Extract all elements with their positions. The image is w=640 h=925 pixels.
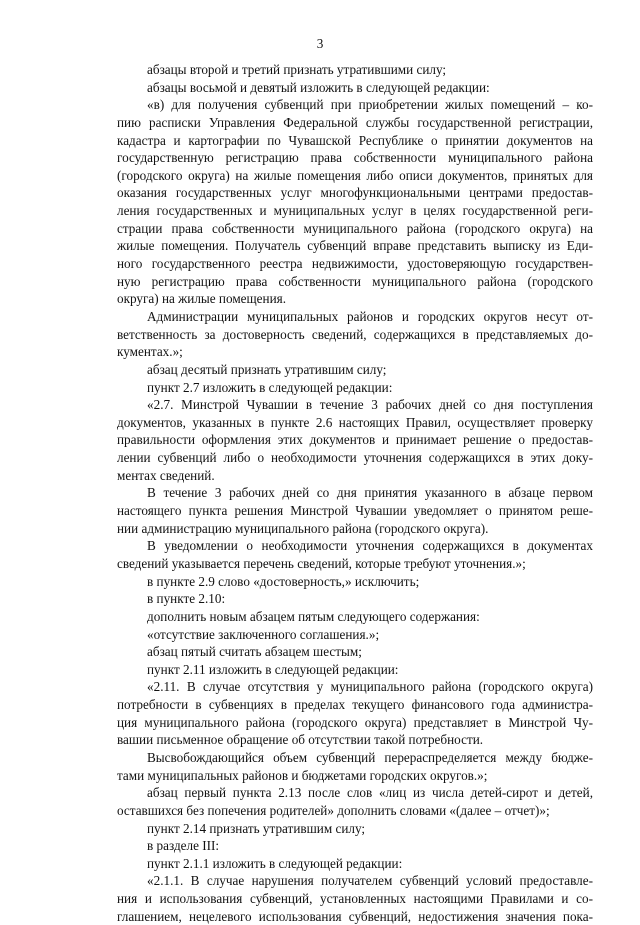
text-line: государственную регистрацию права собственности муниципального района [117,150,593,166]
text-line: Высвобождающийся объем субвенций перераспределяется между бюдже- [147,749,593,765]
text-line: оставшихся без попечения родителей» дополнить словами «(далее – отчет)»; [117,802,550,818]
text-line: оказания государственных услуг многофункциональными центрами предостав- [117,185,593,201]
text-line: ветственность за достоверность сведений, содержащихся в представляемых до- [117,326,593,342]
text-line: кументах.»; [117,344,183,360]
page-number: 3 [316,36,324,51]
text-line: настоящего пункта решения Минстрой Чувашии уведомляет о принятом реше- [117,503,593,519]
text-line: страции права собственности муниципального района (городского округа) на [117,220,593,236]
text-line: абзацы восьмой и девятый изложить в следующей редакции: [147,79,490,95]
text-line: округа) на жилые помещения. [117,291,287,307]
text-line: ного государственного реестра недвижимости, удостоверяющую государствен- [117,256,593,272]
text-line: нии администрацию муниципального района (городского округа). [117,520,489,536]
text-line: абзац пятый считать абзацем шестым; [147,644,362,660]
text-line: сведений указывается перечень сведений, которые требуют уточнения.»; [117,555,526,571]
text-line: правильности оформления этих документов и принимает решение о предостав- [117,432,593,448]
text-line: в пункте 2.10: [147,591,226,607]
text-line: вашии письменное обращение об отсутствии такой потребности. [117,732,484,748]
text-line: тами муниципальных районов и бюджетами городских округов.»; [117,767,488,783]
text-line: (городского округа) на жилые помещения либо описи документов, принятых для [117,167,593,183]
text-line: документов, указанных в пункте 2.6 настоящих Правил, осуществляет проверку [117,414,593,430]
text-line: «2.11. В случае отсутствия у муниципального района (городского округа) [147,679,593,695]
text-line: ления государственных и муниципальных услуг в целях государственной реги- [117,203,593,219]
text-line: потребности в субвенциях в пределах текущего финансового года администра- [117,697,593,713]
text-line: жилые помещения. Получатель субвенций вправе представить выписку из Еди- [117,238,593,254]
text-line: пункт 2.14 признать утратившим силу; [147,820,366,836]
text-line: пункт 2.1.1 изложить в следующей редакции: [147,855,403,871]
text-line: пункт 2.7 изложить в следующей редакции: [147,379,393,395]
text-line: «2.7. Минстрой Чувашии в течение 3 рабочих дней со дня поступления [147,397,593,413]
text-line: Администрации муниципальных районов и городских округов несут от- [147,308,593,324]
text-line: дополнить новым абзацем пятым следующего содержания: [147,608,480,624]
text-line: пункт 2.11 изложить в следующей редакции: [147,661,399,677]
text-line: «в) для получения субвенций при приобретении жилых помещений – ко- [147,97,593,113]
text-line: ция муниципального района (городского округа) представляет в Минстрой Чу- [117,714,593,730]
text-line: абзац десятый признать утратившим силу; [147,361,387,377]
text-line: абзац первый пункта 2.13 после слов «лиц из числа детей-сирот и детей, [147,785,593,801]
text-line: «2.1.1. В случае нарушения получателем субвенций условий предоставле- [147,873,593,889]
text-line: В течение 3 рабочих дней со дня принятия указанного в абзаце первом [147,485,593,501]
text-line: лении субвенций либо о необходимости уточнения содержащихся в этих доку- [117,450,593,466]
text-line: кадастра и картографии по Чувашской Республике о принятии документов на [117,132,593,148]
text-line: в разделе III: [147,838,220,854]
text-line: абзацы второй и третий признать утратившими силу; [147,62,447,77]
text-line: ментах сведений. [117,467,215,483]
text-line: «отсутствие заключенного соглашения.»; [147,626,380,642]
text-line: глашением, нецелевого использования субвенций, недостижения значения пока- [117,908,593,924]
text-line: ния и использования субвенций, установленных настоящими Правилами и со- [117,891,593,907]
text-line: пию расписки Управления Федеральной службы государственной регистрации, [117,114,593,130]
document-body [117,61,593,925]
text-line: в пункте 2.9 слово «достоверность,» исключить; [147,573,420,589]
text-line: ную регистрацию права собственности муниципального района (городского [117,273,593,289]
text-line: В уведомлении о необходимости уточнения содержащихся в документах [147,538,593,554]
